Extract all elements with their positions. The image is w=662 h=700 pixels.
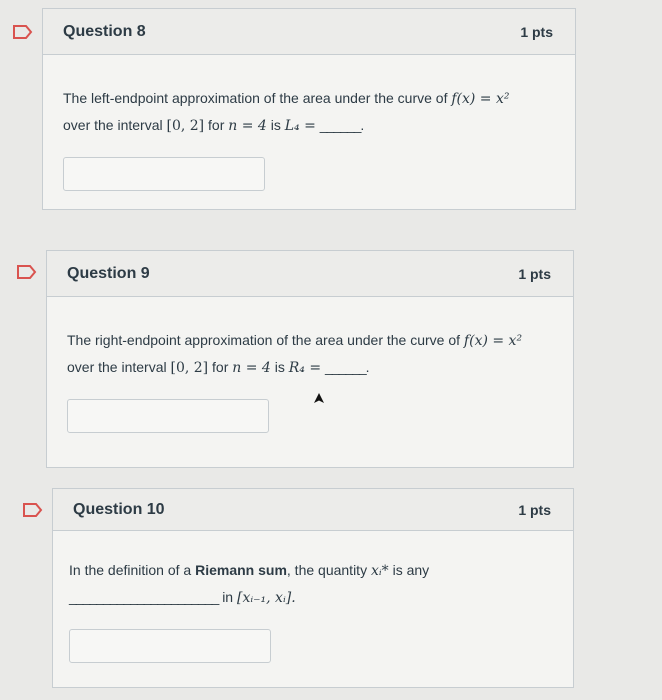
- interval-math: [0, 2]: [166, 118, 205, 134]
- answer-blank: ______________________: [69, 589, 219, 605]
- subinterval-math: [xᵢ₋₁, xᵢ].: [236, 590, 296, 606]
- question-title: Question 8: [63, 22, 146, 40]
- question-title: Question 10: [73, 500, 165, 518]
- interval-math: [0, 2]: [170, 360, 209, 376]
- function-math: f(x) = x²: [463, 333, 523, 349]
- question-header: [47, 251, 573, 297]
- question-header: [43, 9, 575, 55]
- question-body: [53, 531, 573, 683]
- question-text: In the definition of a Riemann sum, the quantity xᵢ* is any ______________________ in [xᵢ₋₁, xᵢ].: [69, 562, 430, 606]
- mouse-cursor-icon: [312, 392, 326, 406]
- answer-input[interactable]: [63, 157, 265, 191]
- answer-blank: ______.: [319, 117, 364, 133]
- question-card-9: [46, 250, 574, 468]
- riemann-sum-term: Riemann sum: [195, 562, 287, 578]
- function-math: f(x) = x²: [451, 91, 510, 107]
- flag-question-icon[interactable]: [22, 502, 44, 518]
- answer-blank: ______.: [324, 359, 369, 375]
- question-body: [47, 297, 573, 453]
- flag-question-icon[interactable]: [12, 24, 34, 40]
- question-points: 1 pts: [518, 265, 551, 282]
- question-card-10: [52, 488, 574, 688]
- flag-question-icon[interactable]: [16, 264, 38, 280]
- approx-math: R₄ =: [288, 360, 322, 376]
- question-header: [53, 489, 573, 531]
- approx-math: L₄ =: [284, 118, 316, 134]
- answer-input[interactable]: [69, 629, 271, 663]
- question-points: 1 pts: [518, 501, 551, 518]
- question-body: [43, 55, 575, 211]
- question-text: The right-endpoint approximation of the area under the curve of f(x) = x² over the interval [0, 2] for n = 4 is R₄ = ______.: [67, 332, 523, 376]
- question-text: The left-endpoint approximation of the area under the curve of f(x) = x² over the interval [0, 2] for n = 4 is L₄ = ______.: [63, 90, 510, 134]
- question-card-8: [42, 8, 576, 210]
- question-title: Question 9: [67, 264, 150, 282]
- sample-point-math: xᵢ*: [370, 563, 389, 579]
- n-math: n = 4: [232, 360, 271, 376]
- question-points: 1 pts: [520, 23, 553, 40]
- answer-input[interactable]: [67, 399, 269, 433]
- n-math: n = 4: [228, 118, 267, 134]
